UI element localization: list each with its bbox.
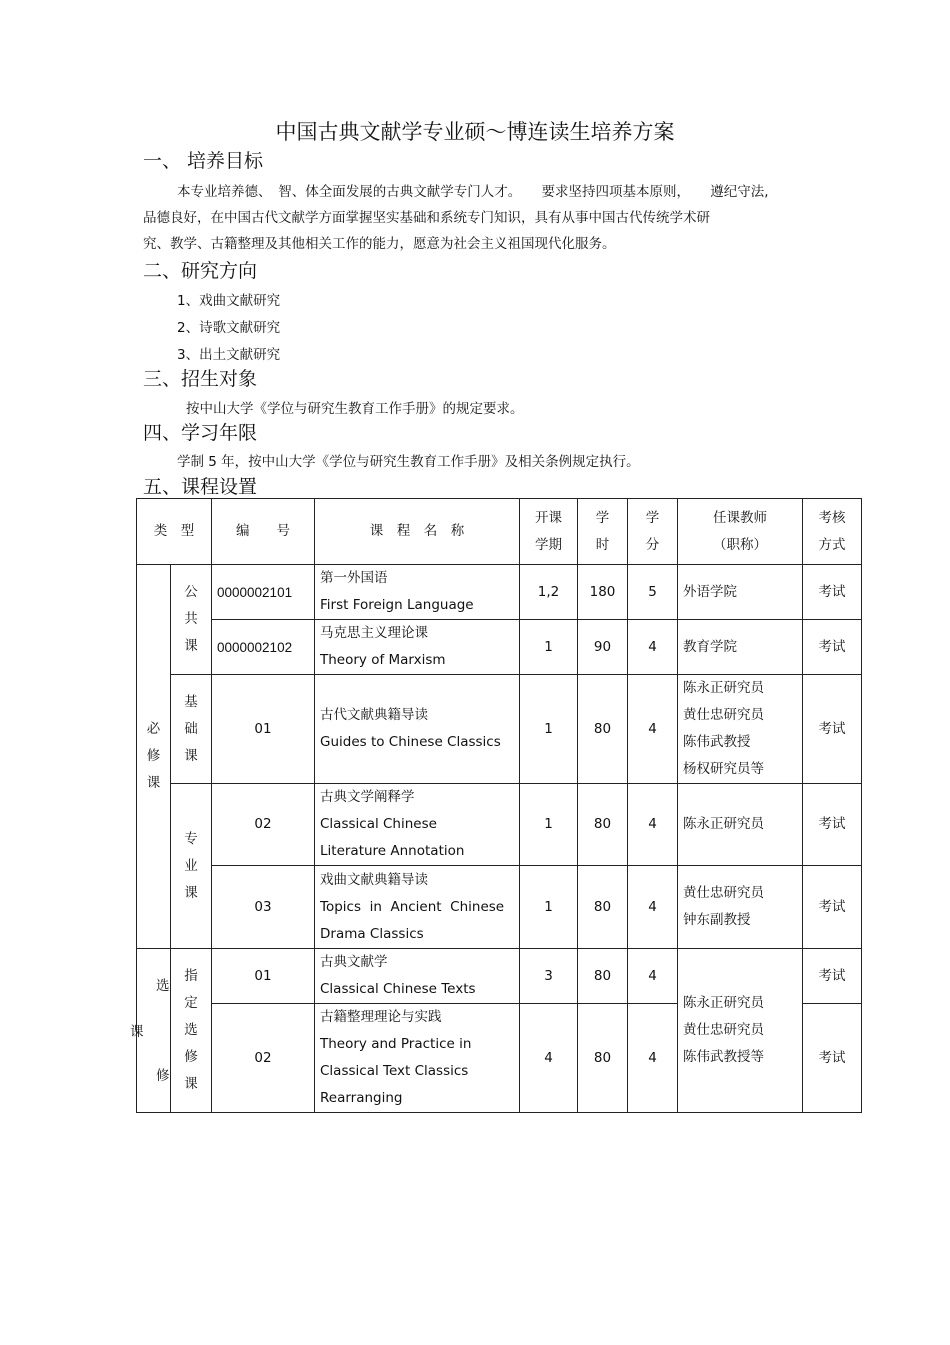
header-name: 课 程 名 称 — [315, 499, 520, 565]
course-name-cn: 戏曲文献典籍导读 — [320, 871, 428, 888]
course-exam: 考试 — [803, 866, 862, 949]
course-name-en: Classical Chinese — [320, 816, 437, 832]
header-term-line: 开课 — [535, 509, 562, 526]
teacher-name: 陈伟武教授 — [683, 734, 751, 750]
course-name-en: First Foreign Language — [320, 597, 474, 613]
list-item: 1、戏曲文献研究 — [177, 293, 281, 309]
paragraph-line: 品德良好，在中国古代文献学方面掌握坚实基础和系统专门知识，具有从事中国古代传统学术研 — [143, 210, 710, 226]
course-credits: 4 — [628, 784, 678, 866]
course-teacher: 教育学院 — [678, 620, 803, 675]
group-label: 课 — [130, 1024, 144, 1040]
table-row — [137, 565, 862, 620]
course-credits: 4 — [628, 1004, 678, 1113]
course-term: 1,2 — [520, 565, 578, 620]
document-title: 中国古典文献学专业硕～博连读生培养方案 — [275, 120, 675, 144]
course-name-cn: 古籍整理理论与实践 — [320, 1009, 442, 1025]
course-credits: 4 — [628, 949, 678, 1004]
list-item: 2、诗歌文献研究 — [177, 320, 281, 336]
header-hours — [578, 499, 628, 565]
course-exam: 考试 — [803, 1004, 862, 1113]
course-name-cn: 古代文献典籍导读 — [320, 707, 428, 723]
course-name-en: Classical Chinese Texts — [320, 981, 476, 997]
course-exam: 考试 — [803, 784, 862, 866]
course-code: 0000002101 — [212, 565, 315, 620]
course-name-en: Rearranging — [320, 1090, 403, 1106]
group-label: 选 — [156, 978, 170, 994]
teacher-name: 陈永正研究员 — [683, 995, 764, 1011]
course-table — [130, 498, 862, 1113]
course-term: 3 — [520, 949, 578, 1004]
course-teacher — [678, 866, 803, 949]
header-exam-line: 方式 — [818, 536, 846, 553]
course-hours: 80 — [578, 675, 628, 784]
course-credits: 4 — [628, 675, 678, 784]
course-name-en: Theory of Marxism — [320, 652, 446, 668]
section-heading-5: 五、课程设置 — [143, 476, 258, 498]
group-label: 必修课 — [146, 721, 161, 791]
course-name-en: Topics in Ancient Chinese — [320, 898, 505, 915]
course-name — [315, 565, 520, 620]
group-public — [171, 565, 212, 675]
course-code: 01 — [212, 949, 315, 1004]
teacher-name: 陈伟武教授等 — [683, 1049, 764, 1065]
course-hours: 80 — [578, 1004, 628, 1113]
course-teacher — [678, 949, 803, 1113]
teacher-name: 黄仕忠研究员 — [683, 707, 764, 723]
header-hours-line: 学 — [595, 509, 610, 526]
group-label: 修 — [156, 1068, 170, 1084]
header-credits — [628, 499, 678, 565]
teacher-name: 钟东副教授 — [683, 912, 751, 928]
group-basic — [171, 675, 212, 784]
course-hours: 80 — [578, 949, 628, 1004]
table-header-row — [137, 499, 862, 565]
course-term: 1 — [520, 620, 578, 675]
course-term: 1 — [520, 784, 578, 866]
header-code: 编 号 — [212, 499, 315, 565]
header-teacher-line: 任课教师 — [713, 509, 767, 526]
course-teacher: 陈永正研究员 — [678, 784, 803, 866]
course-name — [315, 620, 520, 675]
header-exam-line: 考核 — [818, 509, 846, 526]
paragraph-line: 按中山大学《学位与研究生教育工作手册》的规定要求。 — [186, 401, 524, 417]
course-credits: 4 — [628, 620, 678, 675]
course-term: 1 — [520, 866, 578, 949]
course-code: 01 — [212, 675, 315, 784]
teacher-name: 黄仕忠研究员 — [683, 1022, 764, 1038]
course-name — [315, 949, 520, 1004]
course-name — [315, 675, 520, 784]
group-label: 指定选修课 — [184, 968, 198, 1092]
group-designated — [171, 949, 212, 1113]
course-term: 1 — [520, 675, 578, 784]
course-code: 0000002102 — [212, 620, 315, 675]
course-credits: 5 — [628, 565, 678, 620]
course-name-en: Guides to Chinese Classics — [320, 734, 501, 750]
course-credits: 4 — [628, 866, 678, 949]
course-hours: 90 — [578, 620, 628, 675]
group-elective — [130, 949, 171, 1113]
course-name-cn: 马克思主义理论课 — [320, 625, 428, 641]
paragraph-line: 学制 5 年，按中山大学《学位与研究生教育工作手册》及相关条例规定执行。 — [177, 454, 640, 470]
course-hours: 180 — [578, 565, 628, 620]
header-credits-line: 学 — [645, 509, 660, 526]
group-label: 基础课 — [184, 693, 198, 764]
table-row — [137, 866, 862, 949]
course-name-en: Classical Text Classics — [320, 1063, 469, 1079]
header-exam — [803, 499, 862, 565]
header-term-line: 学期 — [535, 536, 562, 553]
table-row — [137, 949, 862, 1004]
header-type: 类 型 — [137, 499, 212, 565]
section-heading-3: 三、招生对象 — [143, 368, 258, 390]
section-heading-1: 一、 培养目标 — [143, 150, 264, 172]
teacher-name: 杨权研究员等 — [683, 761, 764, 777]
course-exam: 考试 — [803, 620, 862, 675]
group-required — [137, 565, 171, 949]
course-name-cn: 古典文学阐释学 — [320, 789, 415, 805]
course-exam: 考试 — [803, 949, 862, 1004]
teacher-name: 黄仕忠研究员 — [683, 885, 764, 901]
section-heading-4: 四、学习年限 — [143, 422, 258, 444]
course-code: 03 — [212, 866, 315, 949]
table-row — [137, 620, 862, 675]
course-teacher — [678, 675, 803, 784]
group-major — [171, 784, 212, 949]
course-hours: 80 — [578, 866, 628, 949]
course-exam: 考试 — [803, 565, 862, 620]
course-name — [315, 866, 520, 949]
section-heading-2: 二、研究方向 — [143, 260, 258, 282]
course-code: 02 — [212, 1004, 315, 1113]
table-row — [137, 675, 862, 784]
course-name-cn: 古典文献学 — [320, 954, 388, 970]
table-row — [137, 784, 862, 866]
header-teacher-line: （职称） — [713, 536, 767, 553]
course-exam: 考试 — [803, 675, 862, 784]
teacher-name: 陈永正研究员 — [683, 680, 764, 696]
list-item: 3、出土文献研究 — [177, 347, 281, 363]
group-label: 公共课 — [184, 584, 198, 654]
course-name-cn: 第一外国语 — [320, 570, 388, 586]
course-name — [315, 784, 520, 866]
course-name-en: Literature Annotation — [320, 843, 465, 859]
paragraph-line: 究、教学、古籍整理及其他相关工作的能力，愿意为社会主义祖国现代化服务。 — [143, 236, 616, 252]
course-name-en: Drama Classics — [320, 925, 424, 942]
header-credits-line: 分 — [645, 536, 660, 553]
header-teacher — [678, 499, 803, 565]
course-teacher: 外语学院 — [678, 565, 803, 620]
group-label: 专业课 — [184, 830, 198, 901]
paragraph-line: 本专业培养德、 智、体全面发展的古典文献学专门人才。 要求坚持四项基本原则， 遵纪守法, — [177, 184, 769, 200]
course-hours: 80 — [578, 784, 628, 866]
course-name-en: Theory and Practice in — [320, 1036, 472, 1052]
course-code: 02 — [212, 784, 315, 866]
header-hours-line: 时 — [595, 536, 610, 553]
course-name — [315, 1004, 520, 1113]
course-term: 4 — [520, 1004, 578, 1113]
header-term — [520, 499, 578, 565]
